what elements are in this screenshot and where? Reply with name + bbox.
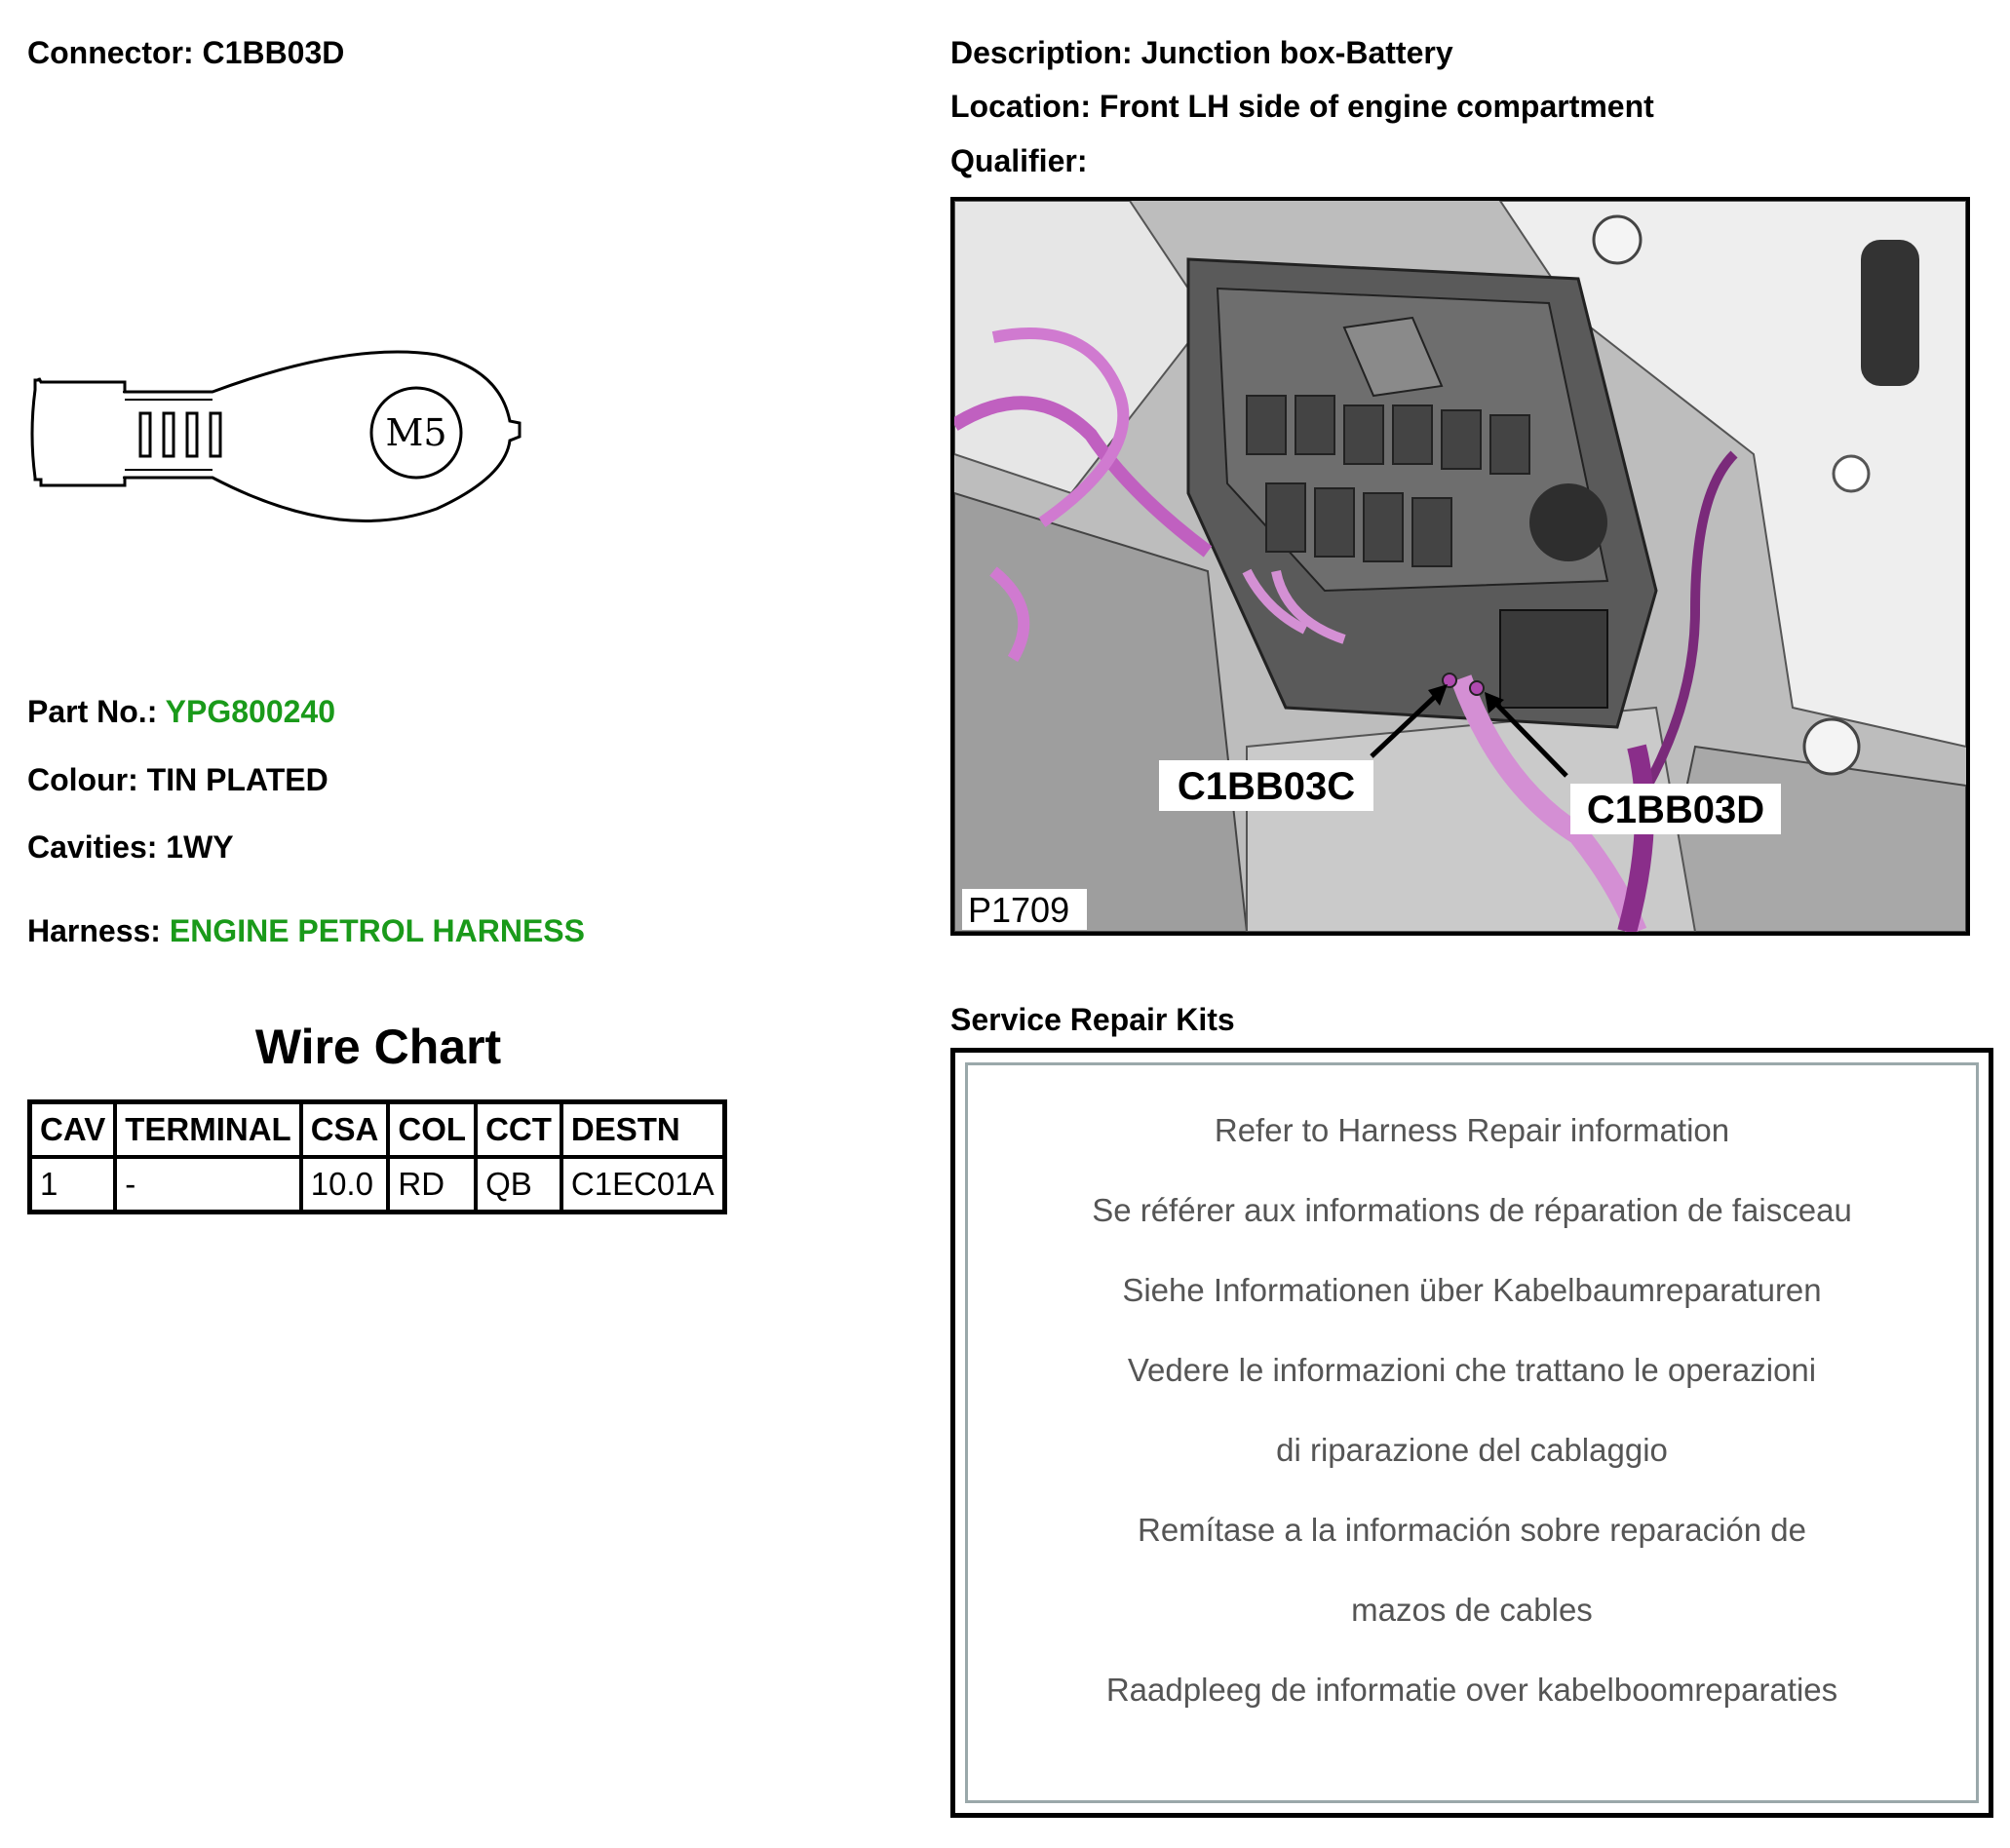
cavities-label: Cavities: bbox=[27, 829, 158, 865]
connector-label: Connector: bbox=[27, 35, 194, 70]
cavities-value: 1WY bbox=[166, 829, 234, 865]
qualifier-label: Qualifier: bbox=[950, 143, 1088, 178]
header-csa: CSA bbox=[301, 1102, 389, 1158]
cell-cav: 1 bbox=[30, 1157, 116, 1213]
part-no-label: Part No.: bbox=[27, 694, 158, 729]
kit-line-es-2: mazos de cables bbox=[1351, 1592, 1593, 1628]
photo-ref-label: P1709 bbox=[968, 890, 1070, 930]
wire-chart-table bbox=[27, 1099, 727, 1214]
colour-label: Colour: bbox=[27, 762, 138, 797]
service-repair-kits-inner bbox=[965, 1062, 1979, 1803]
cell-terminal: - bbox=[115, 1157, 300, 1213]
header-cav: CAV bbox=[30, 1102, 116, 1158]
part-no-field bbox=[27, 694, 335, 729]
connector-field bbox=[27, 35, 344, 70]
colour-field bbox=[27, 762, 329, 797]
harness-field bbox=[27, 913, 585, 948]
header-terminal: TERMINAL bbox=[115, 1102, 300, 1158]
kit-line-nl: Raadpleeg de informatie over kabelboomreparaties bbox=[1105, 1672, 1838, 1708]
description-value: Junction box-Battery bbox=[1140, 35, 1453, 70]
description-field bbox=[950, 35, 1453, 70]
header-cct: CCT bbox=[476, 1102, 561, 1158]
harness-label: Harness: bbox=[27, 913, 161, 948]
location-label: Location: bbox=[950, 89, 1091, 124]
cell-col: RD bbox=[388, 1157, 476, 1213]
service-repair-kits-box bbox=[950, 1048, 1993, 1818]
description-label: Description: bbox=[950, 35, 1133, 70]
qualifier-field bbox=[950, 143, 1087, 178]
location-value: Front LH side of engine compartment bbox=[1099, 89, 1654, 124]
cavities-field bbox=[27, 829, 234, 865]
cell-cct: QB bbox=[476, 1157, 561, 1213]
colour-value: TIN PLATED bbox=[146, 762, 329, 797]
part-no-link[interactable]: YPG800240 bbox=[165, 694, 336, 729]
kit-line-en: Refer to Harness Repair information bbox=[1214, 1112, 1730, 1148]
kit-line-fr: Se référer aux informations de réparation de faisceau bbox=[1092, 1192, 1852, 1228]
harness-link[interactable]: ENGINE PETROL HARNESS bbox=[169, 913, 585, 948]
kit-line-de: Siehe Informationen über Kabelbaumreparaturen bbox=[1122, 1272, 1822, 1308]
kit-line-es-1: Remítase a la información sobre reparación de bbox=[1137, 1512, 1807, 1548]
table-row bbox=[30, 1157, 725, 1213]
wire-chart-title: Wire Chart bbox=[254, 1020, 502, 1074]
location-photo bbox=[950, 197, 1970, 936]
location-field bbox=[950, 89, 1654, 124]
header-destn: DESTN bbox=[561, 1102, 724, 1158]
cell-csa: 10.0 bbox=[301, 1157, 389, 1213]
terminal-diagram bbox=[27, 331, 524, 536]
callout-c1bb03c: C1BB03C bbox=[1177, 765, 1356, 808]
header-col: COL bbox=[388, 1102, 476, 1158]
callout-c1bb03d: C1BB03D bbox=[1586, 789, 1765, 831]
connector-value: C1BB03D bbox=[202, 35, 345, 70]
kit-line-it-2: di riparazione del cablaggio bbox=[1276, 1432, 1668, 1468]
cell-destn: C1EC01A bbox=[561, 1157, 724, 1213]
kit-line-it-1: Vedere le informazioni che trattano le operazioni bbox=[1127, 1352, 1817, 1388]
stud-label: M5 bbox=[385, 411, 447, 454]
table-header-row bbox=[30, 1102, 725, 1158]
service-repair-kits-title: Service Repair Kits bbox=[950, 1002, 1235, 1037]
